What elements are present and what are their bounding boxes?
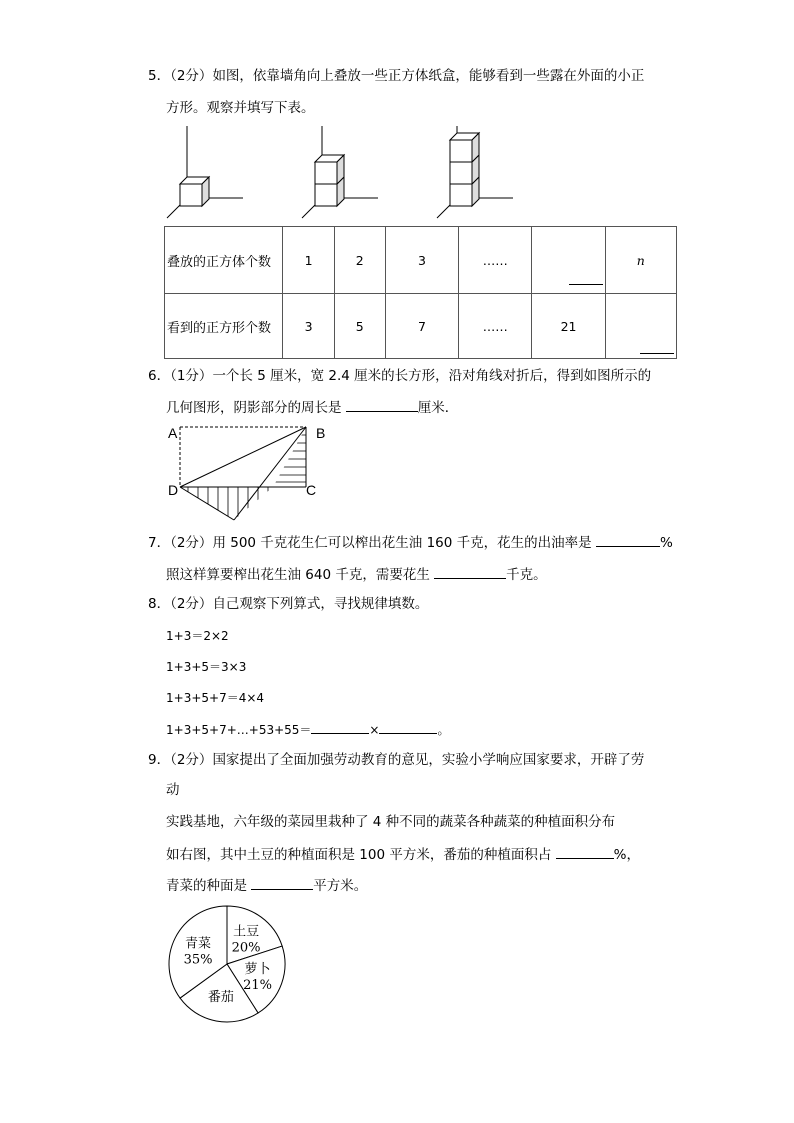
- answer-blank[interactable]: [251, 875, 313, 890]
- answer-blank[interactable]: [379, 719, 437, 734]
- label-a: A: [168, 425, 178, 441]
- q9-number: 9．（2分）: [148, 752, 213, 768]
- q6-text-2: 几何图形，阴影部分的周长是: [166, 400, 342, 416]
- q9-text-5: %，: [613, 847, 640, 863]
- q8-times: ×: [369, 723, 380, 737]
- q6-text-1: 一个长 5 厘米，宽 2.4 厘米的长方形，沿对角线对折后，得到如图所示的: [212, 368, 652, 384]
- answer-blank[interactable]: [346, 397, 418, 412]
- q8-eq1: 1+3＝2×2: [166, 629, 229, 643]
- q9-line5: [166, 875, 367, 896]
- answer-blank[interactable]: [596, 532, 660, 547]
- q9-text-2: 动: [166, 782, 180, 798]
- q8-end: 。: [437, 723, 450, 737]
- q8-eq4: [166, 719, 450, 740]
- label-c: C: [306, 482, 317, 498]
- row-label-visible: 看到的正方形个数: [165, 294, 283, 359]
- answer-blank[interactable]: [569, 284, 603, 285]
- label-d: D: [168, 482, 179, 498]
- table-cell-blank[interactable]: [532, 227, 605, 294]
- q7-text-3: 千克。: [506, 567, 547, 583]
- q7-line2: [166, 564, 547, 585]
- answer-blank[interactable]: [556, 844, 614, 859]
- q6-line1: [148, 366, 651, 386]
- table-cell: ……: [459, 294, 532, 359]
- q8-text: 自己观察下列算式，寻找规律填数。: [212, 596, 429, 612]
- answer-blank[interactable]: [311, 719, 369, 734]
- q7-text-2: 照这样算要榨出花生油 640 千克，需要花生: [166, 567, 430, 583]
- q5-line1: [148, 66, 644, 86]
- q9-line1: [148, 750, 644, 770]
- table-cell: 7: [385, 294, 458, 359]
- pie-label-percent: 35%: [183, 952, 213, 968]
- pie-label-name: 番茄: [207, 989, 234, 1005]
- q7-text-1: 用 500 千克花生仁可以榨出花生油 160 千克，花生的出油率是: [212, 535, 592, 551]
- q6-text-3: 厘米．: [417, 400, 459, 416]
- row-label-stacked: 叠放的正方体个数: [165, 227, 283, 294]
- table-cell: 1: [283, 227, 334, 294]
- pie-label-name: 萝卜: [244, 962, 271, 978]
- pie-label-percent: 20%: [231, 940, 261, 956]
- q8-eq4-text: 1+3+5+7+…+53+55＝: [166, 723, 312, 737]
- q7-line1: [148, 532, 673, 553]
- q9-line4: [166, 844, 640, 865]
- table-cell: ……: [459, 227, 532, 294]
- cube-table: [164, 226, 677, 359]
- q8-line1: [148, 594, 428, 614]
- q8-number: 8．（2分）: [148, 596, 213, 612]
- cube-figure-3: [435, 126, 515, 221]
- q5-text-2: 方形。观察并填写下表。: [166, 100, 315, 116]
- q9-text-7: 平方米。: [313, 878, 368, 894]
- q7-percent: %: [659, 535, 673, 551]
- q8-eq2: 1+3+5＝3×3: [166, 660, 247, 674]
- label-b: B: [316, 425, 326, 441]
- q9-text-4: 如右图，其中土豆的种植面积是 100 平方米，番茄的种植面积占: [166, 847, 552, 863]
- q5-text-1: 如图，依靠墙角向上叠放一些正方体纸盒，能够看到一些露在外面的小正: [212, 68, 645, 84]
- cube-figure-1: [165, 126, 245, 221]
- pie-label-name: 青菜: [185, 936, 212, 952]
- answer-blank[interactable]: [434, 564, 506, 579]
- q5-number: 5．（2分）: [148, 68, 213, 84]
- table-row-visible: [165, 294, 677, 359]
- q6-number: 6．（1分）: [148, 368, 213, 384]
- table-cell: n: [605, 227, 676, 294]
- table-cell: 2: [334, 227, 385, 294]
- q9-text-6: 青菜的种面是: [166, 878, 247, 894]
- answer-blank[interactable]: [640, 353, 674, 354]
- table-cell: 3: [385, 227, 458, 294]
- q9-text-1: 国家提出了全面加强劳动教育的意见，实验小学响应国家要求，开辟了劳: [212, 752, 645, 768]
- vegetable-pie-chart: [164, 903, 294, 1033]
- table-cell: 5: [334, 294, 385, 359]
- q7-number: 7．（2分）: [148, 535, 213, 551]
- table-cell: 21: [532, 294, 605, 359]
- pie-label-name: 土豆: [233, 924, 260, 940]
- folded-rectangle-figure: [166, 422, 326, 522]
- table-cell: 3: [283, 294, 334, 359]
- pie-label-percent: 21%: [243, 978, 273, 994]
- cube-figure-2: [300, 126, 380, 221]
- table-row-stacked: [165, 227, 677, 294]
- q6-line2: [166, 397, 458, 418]
- q9-text-3: 实践基地，六年级的菜园里栽种了 4 种不同的蔬菜各种蔬菜的种植面积分布: [166, 814, 616, 830]
- table-cell-blank[interactable]: [605, 294, 676, 359]
- q8-eq3: 1+3+5+7＝4×4: [166, 691, 265, 705]
